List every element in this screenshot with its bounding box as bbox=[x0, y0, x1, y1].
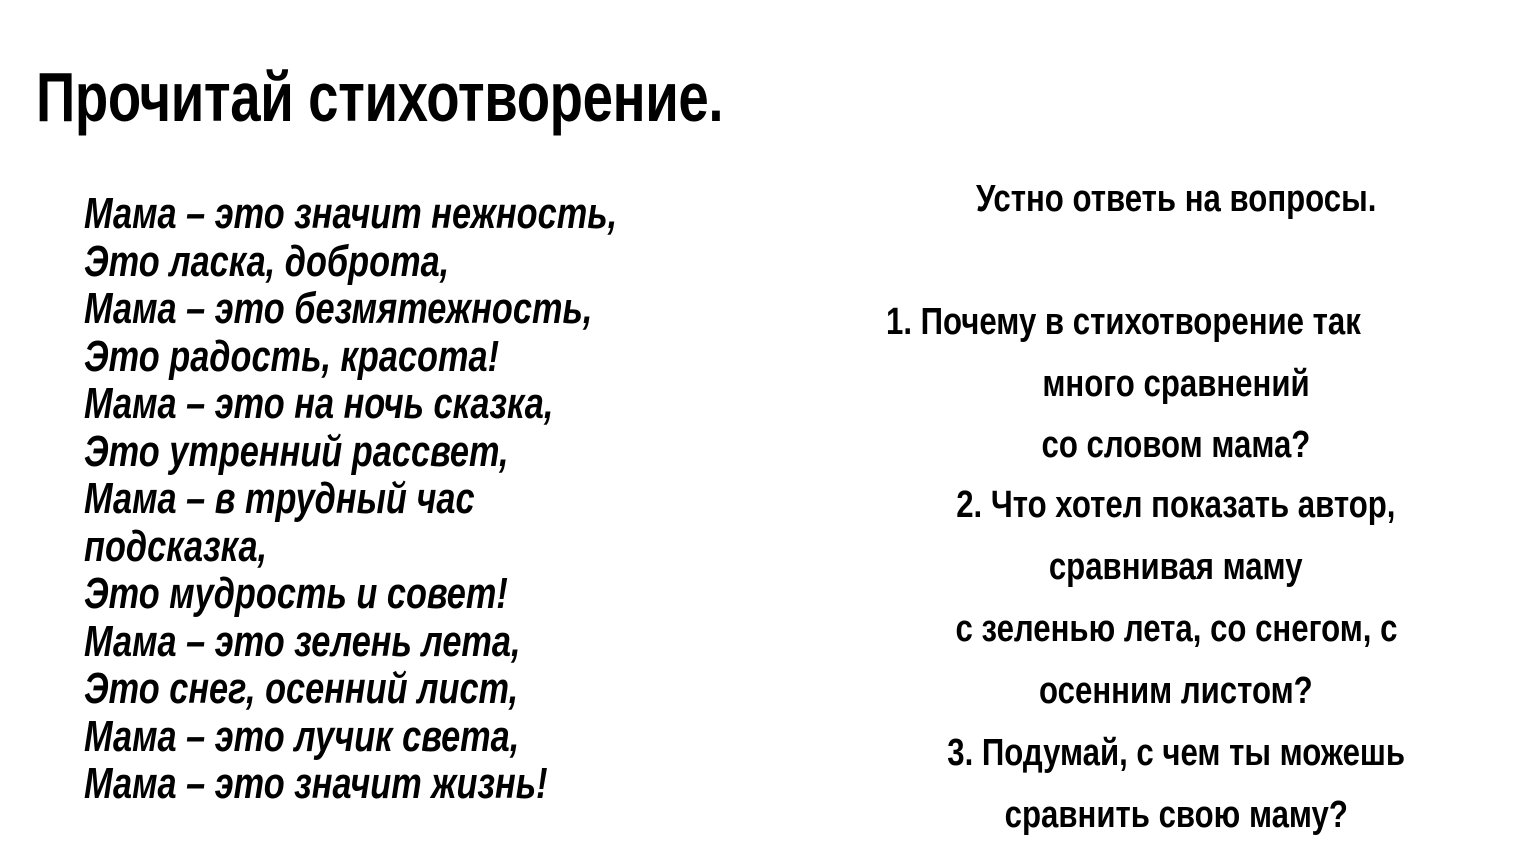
question-1-line-1 bbox=[886, 303, 1526, 341]
poem-line: Это ласка, доброта, bbox=[84, 236, 450, 286]
poem-line: Мама – это на ночь сказка, bbox=[84, 379, 554, 428]
poem-line: Это радость, красота! bbox=[84, 331, 500, 381]
question-text: 1. Почему в стихотворение так bbox=[886, 301, 1361, 343]
question-text: сравнить свою маму? bbox=[1004, 794, 1348, 836]
question-text: сравнивая маму bbox=[1049, 546, 1303, 588]
question-text: много сравнений bbox=[1042, 363, 1310, 405]
question-3-line-1 bbox=[856, 734, 1496, 772]
question-2-line-2 bbox=[856, 548, 1496, 586]
question-2-line-1 bbox=[856, 486, 1496, 524]
poem-line: Это утренний рассвет, bbox=[84, 426, 509, 476]
poem-line: Мама – это значит нежность, bbox=[84, 189, 618, 238]
poem-line: Это мудрость и совет! bbox=[84, 569, 508, 618]
questions-heading-text: Устно ответь на вопросы. bbox=[975, 178, 1377, 220]
questions-heading bbox=[856, 180, 1496, 218]
poem-line: Мама – это лучик света, bbox=[84, 711, 520, 761]
question-2-line-4 bbox=[856, 672, 1496, 710]
question-1-line-2 bbox=[856, 365, 1496, 403]
page-title: Прочитай стихотворение. bbox=[36, 58, 724, 136]
question-1-line-3 bbox=[856, 426, 1496, 464]
question-3-line-2 bbox=[856, 796, 1496, 834]
question-text: со словом мама? bbox=[1041, 424, 1311, 466]
poem bbox=[84, 190, 617, 808]
poem-line: Мама – это безмятежность, bbox=[84, 284, 593, 333]
question-text: 2. Что хотел показать автор, bbox=[956, 484, 1396, 526]
question-text: осенним листом? bbox=[1039, 670, 1313, 712]
poem-line: Мама – в трудный час bbox=[84, 474, 475, 523]
poem-line: Мама – это значит жизнь! bbox=[84, 759, 548, 808]
question-text: с зеленью лета, со снегом, с bbox=[955, 608, 1397, 650]
question-text: 3. Подумай, с чем ты можешь bbox=[947, 732, 1405, 774]
poem-line: Это снег, осенний лист, bbox=[84, 664, 519, 713]
question-2-line-3 bbox=[856, 610, 1496, 648]
poem-line: Мама – это зелень лета, bbox=[84, 616, 521, 666]
poem-line: подсказка, bbox=[84, 521, 268, 571]
